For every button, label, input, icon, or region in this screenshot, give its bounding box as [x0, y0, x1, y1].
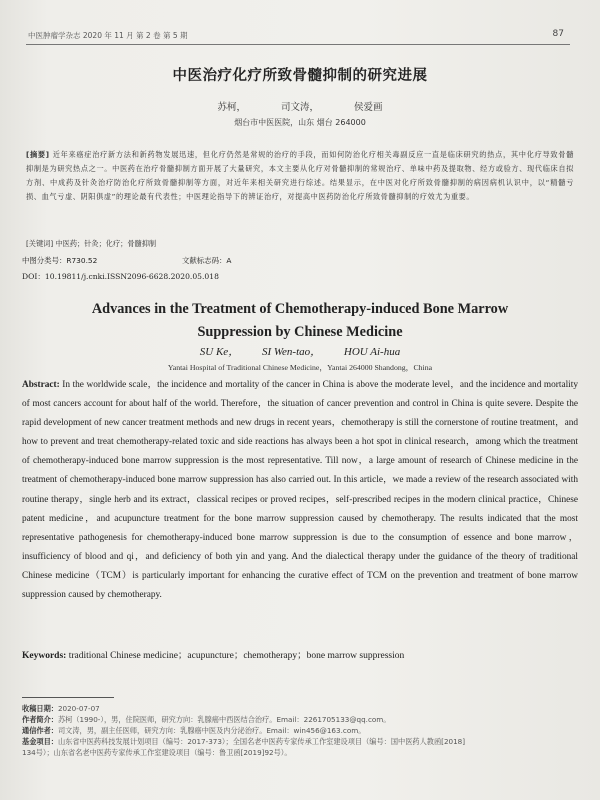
header-rule [26, 44, 570, 45]
chinese-keywords-text: 中医药；针灸；化疗；骨髓抑制 [55, 239, 157, 248]
chinese-affiliation: 烟台市中医医院，山东 烟台 264000 [234, 118, 366, 127]
journal-citation: 中医肿瘤学杂志 2020 年 11 月 第 2 卷 第 5 期 [28, 31, 188, 40]
fund-project [22, 736, 582, 747]
received-label: 收稿日期： [22, 704, 58, 713]
running-head [28, 30, 570, 44]
author-3: 侯爱画 [354, 102, 383, 113]
english-abstract [22, 376, 578, 605]
english-author-1: SU Ke， [199, 346, 240, 358]
english-keywords [22, 647, 404, 661]
fund-label: 基金项目： [22, 737, 58, 746]
chinese-authors [0, 99, 600, 113]
corresponding-value: 司文涛，男，副主任医师，研究方向：乳腺癌中医及内分泌治疗。Email：win456@163.com。 [57, 726, 366, 735]
received-value: 2020-07-07 [57, 704, 100, 713]
chinese-keywords-label: [关键词] [26, 239, 54, 248]
chinese-abstract [26, 148, 574, 204]
author-bio-label: 作者简介： [22, 715, 58, 724]
chinese-abstract-label: [摘要] [26, 150, 50, 159]
english-abstract-text: In the worldwide scale，the incidence and mortality of the cancer in China is above the moderate level，and the incidence and mortality of most cancers account for about half of the world. Therefore，the situation of cancer prevention and control in China is quite severe. Despite the rapid development of new cancer treatment methods and new drugs in recent years，chemotherapy is still the cornerstone of routine treatment，and how to prevent and treat chemotherapy-related toxic and side reactions has always been a hot spot in clinical research，among which the treatment of chemotherapy-induced bone marrow suppression is the most representative. Till now，a large amount of research of Chinese medicine in the treatment of chemotherapy-induced bone marrow suppression has also carried out. In this article，we made a review of the research associated with routine therapy，single herb and its extract，classical recipes or proved recipes，self-prescribed recipes in the modern clinical practice，Chinese patent medicine，and acupuncture treatment for the bone marrow suppression caused by chemotherapy. The results indicated that the most representative pathogenesis for chemotherapy-induced bone marrow suppression is due to the consumption of essence and bone marrow，insufficiency of blood and qi，and deficiency of both yin and yang. And the dialectical therapy under the guidance of the theory of traditional Chinese medicine（TCM）is particularly important for enhancing the curative effect of TCM on the prevention and treatment of bone marrow suppression caused by chemotherapy. [22, 380, 578, 601]
document-code: 文献标志码：A [182, 256, 232, 265]
footnote-rule [22, 697, 114, 698]
author-1: 苏柯， [217, 102, 246, 113]
english-affiliation: Yantai Hospital of Traditional Chinese Medicine，Yantai 264000 Shandong，China [167, 363, 433, 372]
chinese-keywords [26, 239, 156, 249]
english-title-line-1: Advances in the Treatment of Chemotherapy-induced Bone Marrow [91, 301, 509, 317]
fund-project-continued [22, 747, 582, 758]
page-number: 87 [552, 29, 564, 39]
clc-number: 中图分类号：R730.52 [22, 256, 98, 265]
english-title-line-2: Suppression by Chinese Medicine [197, 324, 403, 340]
doi: DOI：10.19811/j.cnki.ISSN2096-6628.2020.05.018 [22, 272, 219, 281]
author-bio [22, 714, 582, 725]
english-authors [0, 343, 600, 359]
english-title [0, 298, 600, 344]
english-keywords-text: traditional Chinese medicine；acupuncture；chemotherapy；bone marrow suppression [66, 651, 405, 661]
english-author-3: HOU Ai-hua [343, 346, 401, 358]
english-keywords-label: Keywords: [22, 651, 67, 661]
fund-line-1: 山东省中医药科技发展计划项目（编号：2017-373）；全国名老中医药专家传承工作室建设项目（编号：国中医药人教函[2018] [57, 737, 466, 746]
fund-line-2: 134号）；山东省名老中医药专家传承工作室建设项目（编号：鲁卫函[2019]92号）。 [22, 748, 292, 757]
footnotes [22, 703, 582, 758]
author-bio-value: 苏柯（1990-），男，住院医师，研究方向：乳腺癌中西医结合治疗。Email：2261705133@qq.com。 [57, 715, 391, 724]
chinese-abstract-text: 近年来癌症治疗新方法和新药物发展迅速，但化疗仍然是常规的治疗的手段，而如何防治化疗相关毒副反应一直是临床研究的热点，其中化疗导致骨髓抑制是为研究热点之一。中医药在治疗骨髓抑制方面开展了大量研究，本文主要从化疗对骨髓抑制的常规治疗、单味中药及提取物、经方或验方、现代临床自拟方剂、中成药及针灸治疗防治化疗所致骨髓抑制等方面，对近年来相关研究进行综述。结果显示，在中医对化疗所致骨髓抑制的病因病机认识中，以“精髓亏损、血气亏虚、阴阳俱虚”的理论最有代表性；中医理论指导下的辨证治疗，对提高中医药防治化疗所致骨髓抑制的疗效尤为重要。 [26, 150, 574, 201]
corresponding-author [22, 725, 582, 736]
received-date [22, 703, 582, 714]
chinese-title: 中医治疗化疗所致骨髓抑制的研究进展 [172, 68, 428, 84]
corresponding-label: 通信作者： [22, 726, 58, 735]
english-author-2: SI Wen-tao， [261, 346, 322, 358]
english-abstract-label: Abstract: [22, 380, 60, 390]
author-2: 司文涛， [280, 102, 319, 113]
